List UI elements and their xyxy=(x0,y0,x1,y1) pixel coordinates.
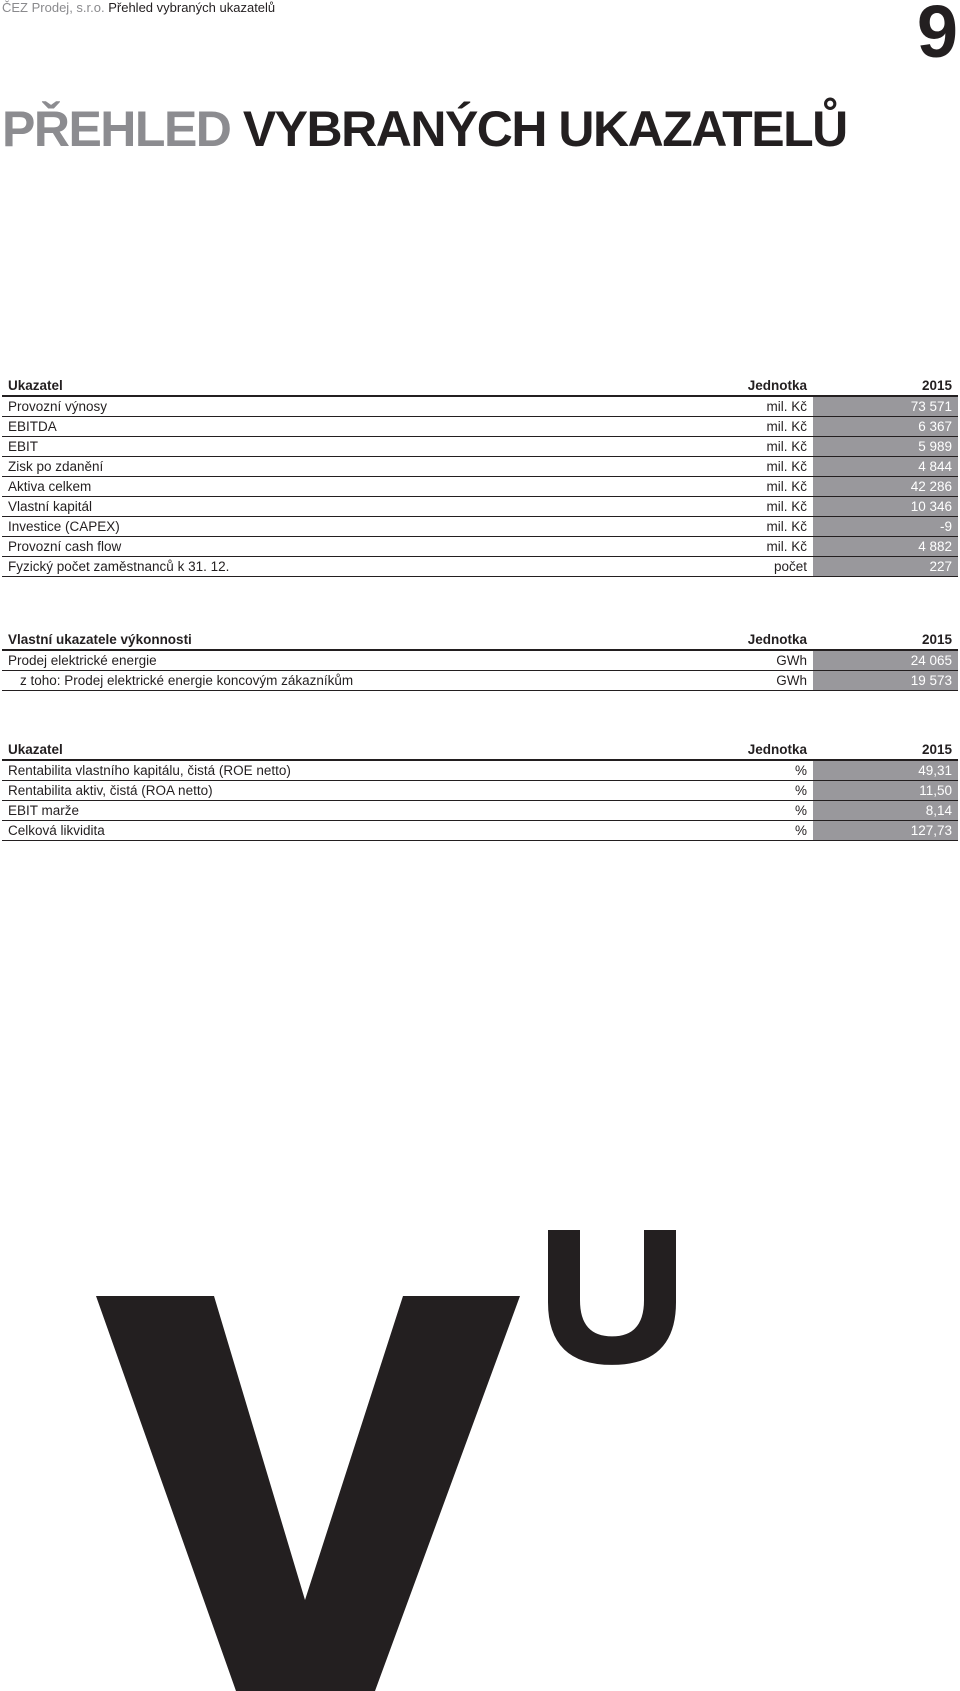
row-unit: mil. Kč xyxy=(661,517,813,537)
column-header-unit: Jednotka xyxy=(661,630,813,650)
row-label: Fyzický počet zaměstnanců k 31. 12. xyxy=(2,557,661,577)
column-header-year: 2015 xyxy=(813,376,958,396)
row-label: Zisk po zdanění xyxy=(2,457,661,477)
table-row xyxy=(2,557,958,577)
column-header-indicator: Ukazatel xyxy=(2,376,661,396)
row-value: 19 573 xyxy=(813,671,958,691)
table-row xyxy=(2,457,958,477)
row-label: Rentabilita vlastního kapitálu, čistá (ROE netto) xyxy=(2,760,661,781)
row-label: Aktiva celkem xyxy=(2,477,661,497)
column-header-unit: Jednotka xyxy=(661,740,813,760)
row-label: Celková likvidita xyxy=(2,821,661,841)
row-label: EBIT marže xyxy=(2,801,661,821)
performance-table xyxy=(2,630,958,691)
row-label: z toho: Prodej elektrické energie koncovým zákazníkům xyxy=(2,671,661,691)
row-unit: mil. Kč xyxy=(661,497,813,517)
row-value: 8,14 xyxy=(813,801,958,821)
row-value: 127,73 xyxy=(813,821,958,841)
row-unit: mil. Kč xyxy=(661,417,813,437)
row-label: EBIT xyxy=(2,437,661,457)
page-number: 9 xyxy=(916,0,956,73)
running-header-company: ČEZ Prodej, s.r.o. xyxy=(2,0,105,15)
row-value: 227 xyxy=(813,557,958,577)
table-row xyxy=(2,671,958,691)
running-header xyxy=(2,0,275,15)
column-header-indicator: Vlastní ukazatele výkonnosti xyxy=(2,630,661,650)
row-unit: % xyxy=(661,801,813,821)
row-unit: mil. Kč xyxy=(661,477,813,497)
column-header-indicator: Ukazatel xyxy=(2,740,661,760)
row-value: 4 882 xyxy=(813,537,958,557)
row-unit: % xyxy=(661,760,813,781)
table-row xyxy=(2,437,958,457)
row-value: 11,50 xyxy=(813,781,958,801)
table-row xyxy=(2,650,958,671)
row-value: 73 571 xyxy=(813,396,958,417)
row-label: Vlastní kapitál xyxy=(2,497,661,517)
decorative-letter-mark xyxy=(0,1180,700,1691)
table-row xyxy=(2,517,958,537)
row-value: 6 367 xyxy=(813,417,958,437)
row-unit: % xyxy=(661,781,813,801)
letter-u-shape xyxy=(548,1230,676,1365)
row-unit: GWh xyxy=(661,650,813,671)
row-label: Provozní cash flow xyxy=(2,537,661,557)
row-value: 49,31 xyxy=(813,760,958,781)
page-title-part2: VYBRANÝCH UKAZATELŮ xyxy=(242,101,847,157)
column-header-unit: Jednotka xyxy=(661,376,813,396)
row-unit: GWh xyxy=(661,671,813,691)
row-unit: mil. Kč xyxy=(661,396,813,417)
ratios-table xyxy=(2,740,958,841)
table-header-row xyxy=(2,376,958,396)
page-title xyxy=(2,100,847,158)
table-header-row xyxy=(2,740,958,760)
row-unit: mil. Kč xyxy=(661,437,813,457)
table-row xyxy=(2,477,958,497)
table-row xyxy=(2,821,958,841)
row-value: -9 xyxy=(813,517,958,537)
table-row xyxy=(2,497,958,517)
row-unit: mil. Kč xyxy=(661,457,813,477)
row-value: 42 286 xyxy=(813,477,958,497)
table-row xyxy=(2,781,958,801)
table-row xyxy=(2,760,958,781)
table-row xyxy=(2,417,958,437)
row-unit: % xyxy=(661,821,813,841)
row-value: 10 346 xyxy=(813,497,958,517)
table-row xyxy=(2,396,958,417)
letter-v-shape xyxy=(96,1296,520,1691)
page-title-part1: PŘEHLED xyxy=(2,101,231,157)
table-row xyxy=(2,801,958,821)
row-unit: počet xyxy=(661,557,813,577)
row-value: 24 065 xyxy=(813,650,958,671)
row-value: 5 989 xyxy=(813,437,958,457)
table-header-row xyxy=(2,630,958,650)
row-value: 4 844 xyxy=(813,457,958,477)
indicators-table xyxy=(2,376,958,577)
table-row xyxy=(2,537,958,557)
row-label: Prodej elektrické energie xyxy=(2,650,661,671)
column-header-year: 2015 xyxy=(813,740,958,760)
row-label: Provozní výnosy xyxy=(2,396,661,417)
row-unit: mil. Kč xyxy=(661,537,813,557)
row-label: Investice (CAPEX) xyxy=(2,517,661,537)
row-label: EBITDA xyxy=(2,417,661,437)
running-header-section: Přehled vybraných ukazatelů xyxy=(108,0,276,15)
column-header-year: 2015 xyxy=(813,630,958,650)
row-label: Rentabilita aktiv, čistá (ROA netto) xyxy=(2,781,661,801)
